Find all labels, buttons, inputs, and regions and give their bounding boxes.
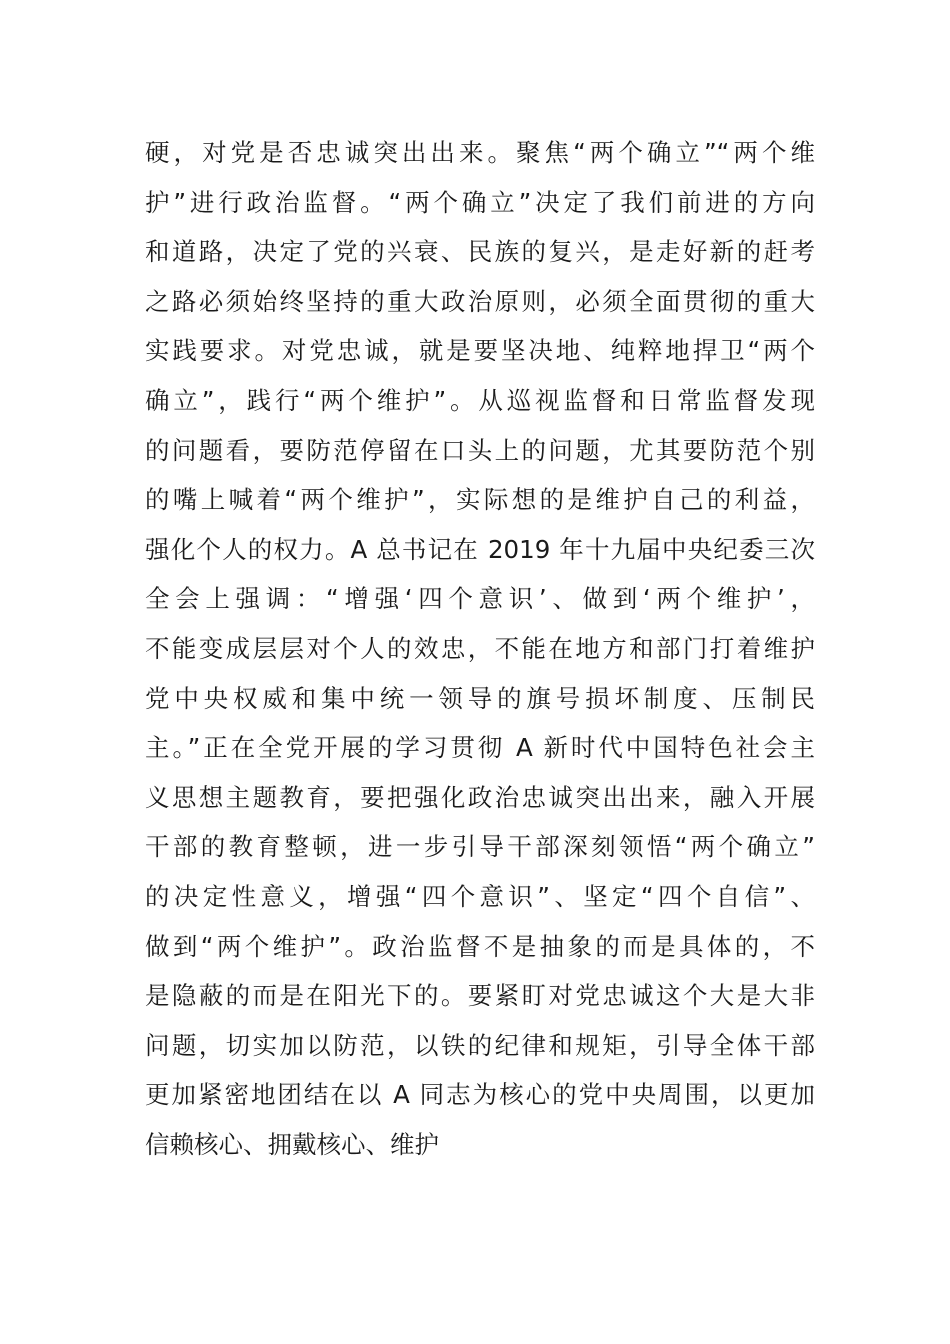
text-line: 党中央权威和集中统一领导的旗号损坏制度、压制民	[145, 683, 815, 713]
text-line: 之路必须始终坚持的重大政治原则，必须全面贯彻的重大	[145, 286, 815, 316]
body-text	[145, 128, 815, 1169]
text-line: 和道路，决定了党的兴衰、民族的复兴，是走好新的赶考	[145, 237, 815, 267]
text-line: 护”进行政治监督。“两个确立”决定了我们前进的方向	[145, 187, 815, 217]
text-line: 的问题看，要防范停留在口头上的问题，尤其要防范个别	[145, 435, 815, 465]
text-line: 义思想主题教育，要把强化政治忠诚突出出来，融入开展	[145, 782, 815, 812]
text-line: 硬，对党是否忠诚突出出来。聚焦“两个确立”“两个维	[145, 138, 815, 167]
text-line: 确立”，践行“两个维护”。从巡视监督和日常监督发现	[145, 385, 815, 415]
text-line: 强化个人的权力。A 总书记在 2019 年十九届中央纪委三次	[145, 534, 815, 564]
text-line: 问题，切实加以防范，以铁的纪律和规矩，引导全体干部	[145, 1030, 815, 1060]
text-line: 全会上强调：“增强‘四个意识’、做到‘两个维护’，	[145, 584, 815, 614]
text-line: 实践要求。对党忠诚，就是要坚决地、纯粹地捍卫“两个	[145, 336, 815, 366]
text-line: 主。”正在全党开展的学习贯彻 A 新时代中国特色社会主	[145, 733, 815, 763]
text-line: 是隐蔽的而是在阳光下的。要紧盯对党忠诚这个大是大非	[145, 981, 815, 1011]
text-line: 更加紧密地团结在以 A 同志为核心的党中央周围，以更加	[145, 1080, 815, 1110]
text-line: 信赖核心、拥戴核心、维护	[145, 1129, 439, 1159]
text-line: 做到“两个维护”。政治监督不是抽象的而是具体的，不	[145, 931, 815, 961]
text-line: 干部的教育整顿，进一步引导干部深刻领悟“两个确立”	[145, 832, 815, 862]
text-line: 的嘴上喊着“两个维护”，实际想的是维护自己的利益，	[145, 485, 815, 515]
text-line: 不能变成层层对个人的效忠，不能在地方和部门打着维护	[145, 633, 815, 663]
text-line: 的决定性意义，增强“四个意识”、坚定“四个自信”、	[145, 881, 815, 911]
